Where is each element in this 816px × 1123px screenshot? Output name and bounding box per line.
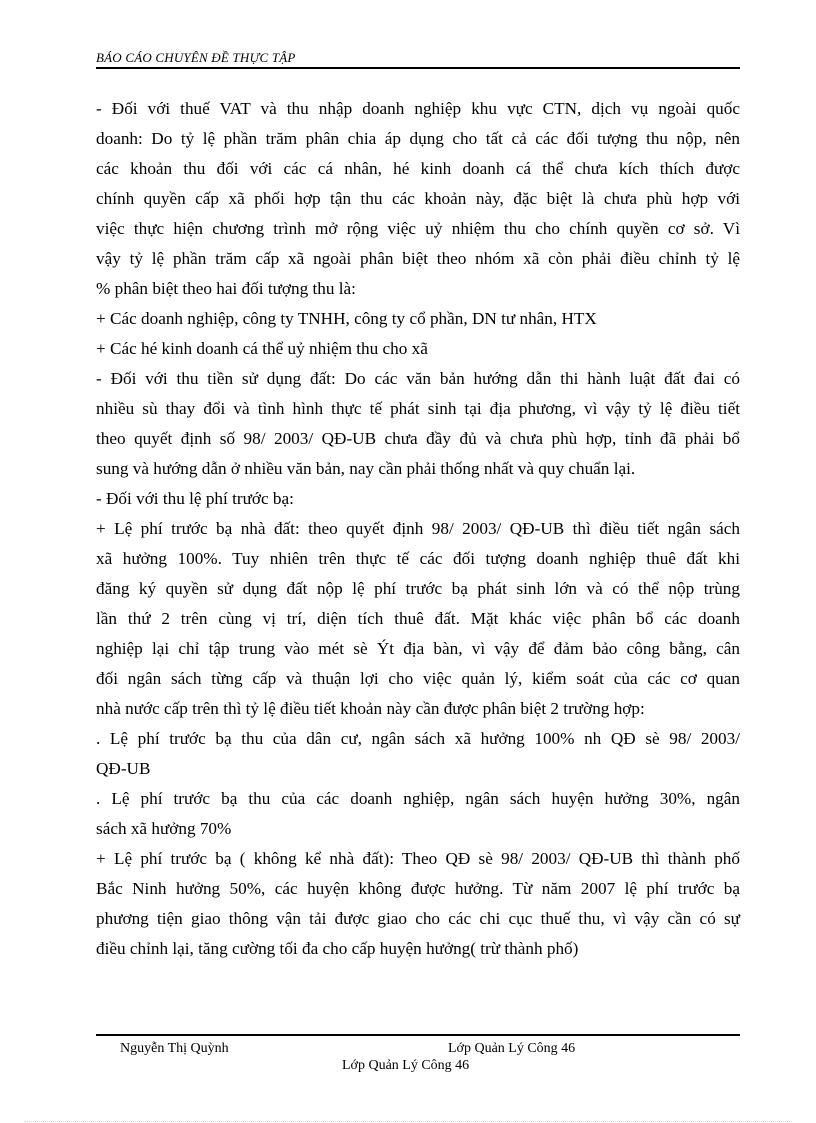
body-line: vậy tỷ lệ phần trăm cấp xã ngoài phân biệt theo nhóm xã còn phải điều chỉnh tỷ lệ xyxy=(96,249,740,268)
footer-class-label-repeat: Lớp Quản Lý Công 46 xyxy=(342,1058,470,1073)
body-line: + Lệ phí trước bạ nhà đất: theo quyết định 98/ 2003/ QĐ-UB thì điều tiết ngân sách xyxy=(96,519,740,538)
body-line: QĐ-UB xyxy=(96,759,151,778)
body-line: sung và hướng dẫn ở nhiều văn bản, nay cần phải thống nhất và quy chuẩn lại. xyxy=(96,459,636,478)
body-line: đối ngân sách từng cấp và thuận lợi cho việc quản lý, kiểm soát của các cơ quan xyxy=(96,669,740,688)
body-line: chính quyền cấp xã phối hợp tận thu các khoản này, đặc biệt là chưa phù hợp với xyxy=(96,189,740,208)
report-body-text xyxy=(96,94,740,964)
body-line: nghiệp lại chỉ tập trung vào mét sè Ýt địa bàn, vì vậy để đảm bảo công bằng, cân xyxy=(96,639,740,658)
body-line: + Lệ phí trước bạ ( không kể nhà đất): Theo QĐ sè 98/ 2003/ QĐ-UB thì thành phố xyxy=(96,849,740,868)
body-line: các khoản thu đối với các cá nhân, hé kinh doanh cá thể chưa kích thích được xyxy=(96,159,740,178)
body-line: nhiều sù thay đổi và tình hình thực tế phát sinh tại địa phương, vì vậy tỷ lệ điều tiết xyxy=(96,399,740,418)
footer-divider xyxy=(96,1034,740,1036)
body-line: - Đối với thu tiền sử dụng đất: Do các văn bản hướng dẫn thi hành luật đất đai có xyxy=(96,369,740,388)
body-line: - Đối với thuế VAT và thu nhập doanh nghiệp khu vực CTN, dịch vụ ngoài quốc xyxy=(96,99,740,118)
body-line: xã hưởng 100%. Tuy nhiên trên thực tế các đối tượng doanh nghiệp thuê đất khi xyxy=(96,549,740,568)
body-line: Bắc Ninh hưởng 50%, các huyện không được hưởng. Từ năm 2007 lệ phí trước bạ xyxy=(96,879,740,898)
body-line: + Các hé kinh doanh cá thể uỷ nhiệm thu cho xã xyxy=(96,339,428,358)
page-header-title: BÁO CÁO CHUYÊN ĐỀ THỰC TẬP xyxy=(96,50,296,65)
body-line: doanh: Do tỷ lệ phần trăm phân chia áp dụng cho tất cả các đối tượng thu nộp, nên xyxy=(96,129,740,148)
body-line: theo quyết định số 98/ 2003/ QĐ-UB chưa đầy đủ và chưa phù hợp, tỉnh đã phải bổ xyxy=(96,429,740,448)
body-line: . Lệ phí trước bạ thu của dân cư, ngân sách xã hưởng 100% nh QĐ sè 98/ 2003/ xyxy=(96,729,740,748)
header-divider xyxy=(96,67,740,69)
body-line: - Đối với thu lệ phí trước bạ: xyxy=(96,489,294,508)
body-line: đăng ký quyền sử dụng đất nộp lệ phí trước bạ phát sinh lớn và có thể nộp trùng xyxy=(96,579,740,598)
footer-author-name: Nguyễn Thị Quỳnh xyxy=(120,1041,229,1056)
body-line: % phân biệt theo hai đối tượng thu là: xyxy=(96,279,356,298)
page-bottom-dotted-border xyxy=(24,1121,792,1122)
body-line: sách xã hưởng 70% xyxy=(96,819,232,838)
footer-class-label: Lớp Quản Lý Công 46 xyxy=(448,1041,576,1056)
body-line: . Lệ phí trước bạ thu của các doanh nghiệp, ngân sách huyện hưởng 30%, ngân xyxy=(96,789,740,808)
body-line: + Các doanh nghiệp, công ty TNHH, công ty cổ phần, DN tư nhân, HTX xyxy=(96,309,597,328)
body-line: lần thứ 2 trên cùng vị trí, diện tích thuê đất. Mặt khác việc phân bổ các doanh xyxy=(96,609,740,628)
body-line: việc thực hiện chương trình mở rộng việc uỷ nhiệm thu cho chính quyền cơ sở. Vì xyxy=(96,219,740,238)
body-line: phương tiện giao thông vận tải được giao cho các chi cục thuế thu, vì vậy cần có sự xyxy=(96,909,740,928)
body-line: nhà nước cấp trên thì tỷ lệ điều tiết khoản này cần được phân biệt 2 trường hợp: xyxy=(96,699,645,718)
body-line: điều chỉnh lại, tăng cường tối đa cho cấp huyện hưởng( trừ thành phố) xyxy=(96,939,579,958)
